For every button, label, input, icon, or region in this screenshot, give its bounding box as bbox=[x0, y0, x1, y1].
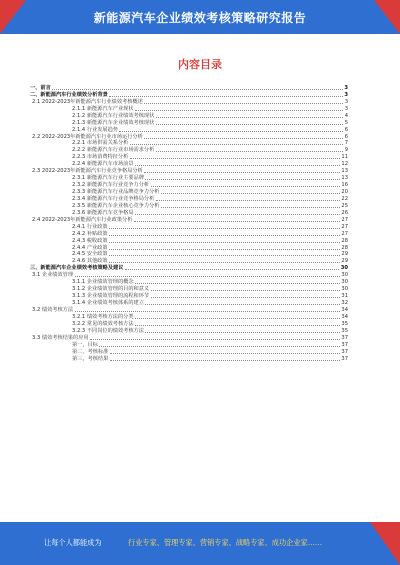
toc-dot-leader bbox=[135, 283, 340, 284]
toc-entry-page-number: 30 bbox=[340, 265, 348, 272]
table-of-contents bbox=[30, 84, 348, 362]
toc-dot-leader bbox=[151, 290, 340, 291]
toc-dot-leader bbox=[135, 214, 340, 215]
toc-entry[interactable] bbox=[30, 299, 348, 306]
toc-entry-page-number: 3 bbox=[344, 91, 348, 98]
toc-entry-label: 2.4.5 安全政策 bbox=[72, 251, 108, 258]
toc-entry-label: 2.2.1 市场供需关系分析 bbox=[72, 140, 129, 147]
toc-dot-leader bbox=[135, 318, 340, 319]
toc-entry-page-number: 16 bbox=[341, 182, 348, 189]
toc-entry-page-number: 9 bbox=[344, 147, 348, 154]
toc-entry-page-number: 20 bbox=[341, 189, 348, 195]
toc-entry-page-number: 25 bbox=[341, 202, 348, 209]
toc-dot-leader bbox=[109, 235, 340, 236]
toc-entry-label: 2.4.1 行业政策 bbox=[72, 223, 108, 230]
toc-entry-label: 2.2.2 新能源汽车行业市场需求分析 bbox=[72, 147, 155, 154]
toc-entry-page-number: 13 bbox=[341, 175, 348, 182]
toc-entry-label: 2.2.4 新能源汽车市场前景 bbox=[72, 161, 134, 168]
toc-dot-leader bbox=[109, 255, 340, 256]
toc-dot-leader bbox=[110, 360, 340, 361]
toc-dot-leader bbox=[109, 249, 340, 250]
toc-entry-page-number: 4 bbox=[344, 112, 348, 119]
toc-entry-label: 2.1.1 新能源汽车产业现状 bbox=[72, 105, 134, 112]
toc-entry-page-number: 26 bbox=[341, 209, 348, 216]
toc-entry[interactable] bbox=[30, 327, 348, 334]
toc-entry-label: 2.3.4 新能源汽车行业竞争格局分析 bbox=[72, 195, 155, 202]
toc-entry[interactable] bbox=[30, 202, 348, 209]
toc-dot-leader bbox=[109, 242, 340, 243]
toc-dot-leader bbox=[145, 179, 339, 180]
toc-entry[interactable] bbox=[30, 278, 348, 285]
toc-entry-label: 第二，考核标准 bbox=[72, 348, 109, 355]
toc-dot-leader bbox=[151, 297, 340, 298]
toc-entry-page-number: 6 bbox=[344, 126, 348, 133]
toc-dot-leader bbox=[99, 346, 339, 347]
toc-dot-leader bbox=[156, 200, 340, 201]
toc-entry[interactable] bbox=[30, 133, 348, 140]
toc-dot-leader bbox=[135, 110, 343, 111]
toc-dot-leader bbox=[135, 325, 340, 326]
toc-entry[interactable] bbox=[30, 216, 348, 223]
toc-entry[interactable] bbox=[30, 126, 348, 133]
toc-entry-page-number: 27 bbox=[341, 223, 348, 230]
toc-dot-leader bbox=[145, 332, 339, 333]
toc-entry-page-number: 34 bbox=[341, 306, 348, 313]
toc-entry-page-number: 37 bbox=[341, 341, 348, 348]
toc-entry-label: 2.2 2022-2023年新能源汽车行业市场运行分析 bbox=[32, 133, 143, 140]
toc-entry[interactable] bbox=[30, 209, 348, 216]
toc-entry-page-number: 35 bbox=[341, 320, 348, 327]
toc-entry-label: 第三，考核结果 bbox=[72, 355, 109, 362]
toc-entry-page-number: 31 bbox=[341, 293, 348, 300]
toc-entry[interactable] bbox=[30, 223, 348, 230]
footer-text: 让每个人都能成为 bbox=[44, 538, 102, 547]
toc-entry-page-number: 3 bbox=[344, 98, 348, 105]
toc-dot-leader bbox=[134, 221, 340, 222]
toc-entry-label: 2.1.4 行业发展趋势 bbox=[72, 126, 118, 133]
toc-dot-leader bbox=[151, 186, 340, 187]
toc-entry-label: 3.2.3 不同岗位的绩效考核方法 bbox=[72, 327, 144, 334]
toc-entry[interactable] bbox=[30, 348, 348, 355]
toc-dot-leader bbox=[156, 117, 343, 118]
toc-entry[interactable] bbox=[30, 153, 348, 160]
toc-dot-leader bbox=[156, 124, 343, 125]
toc-entry-page-number: 32 bbox=[341, 300, 348, 306]
toc-entry-page-number: 12 bbox=[341, 161, 348, 168]
toc-entry[interactable] bbox=[30, 188, 348, 195]
toc-entry-page-number: 29 bbox=[341, 251, 348, 258]
toc-entry[interactable] bbox=[30, 251, 348, 258]
toc-dot-leader bbox=[161, 207, 340, 208]
toc-entry-label: 3.2.2 常见的绩效考核方法 bbox=[72, 320, 134, 327]
toc-entry-label: 3.1 企业绩效管理 bbox=[32, 272, 74, 279]
toc-entry-page-number: 7 bbox=[344, 140, 348, 147]
footer-right-decoration bbox=[370, 522, 400, 565]
toc-dot-leader bbox=[90, 339, 340, 340]
toc-entry[interactable] bbox=[30, 244, 348, 251]
toc-entry-label: 3.1.3 企业绩效管理的流程和环节 bbox=[72, 293, 150, 300]
toc-dot-leader bbox=[144, 172, 340, 173]
toc-entry[interactable] bbox=[30, 181, 348, 188]
toc-entry-page-number: 11 bbox=[341, 154, 348, 161]
toc-dot-leader bbox=[130, 144, 343, 145]
toc-entry[interactable] bbox=[30, 257, 348, 264]
toc-entry-label: 2.3.1 新能源汽车行业主要品牌 bbox=[72, 175, 144, 182]
toc-entry-label: 2.4.2 补贴政策 bbox=[72, 230, 108, 237]
toc-entry-label: 第一，目标 bbox=[72, 341, 98, 348]
toc-dot-leader bbox=[110, 353, 340, 354]
toc-entry-page-number: 22 bbox=[341, 195, 348, 202]
toc-dot-leader bbox=[144, 103, 343, 104]
toc-dot-leader bbox=[130, 158, 340, 159]
toc-entry[interactable] bbox=[30, 160, 348, 167]
toc-entry-label: 3.2 绩效考核方法 bbox=[32, 306, 74, 313]
toc-entry[interactable] bbox=[30, 313, 348, 320]
toc-entry-page-number: 37 bbox=[341, 355, 348, 362]
toc-entry-page-number: 35 bbox=[341, 327, 348, 334]
toc-entry-page-number: 28 bbox=[341, 237, 348, 244]
toc-entry-label: 2.1 2022-2023年新能源汽车行业绩效考核概述 bbox=[32, 98, 143, 105]
toc-entry[interactable] bbox=[30, 167, 348, 174]
toc-entry[interactable] bbox=[30, 140, 348, 147]
toc-entry-page-number: 3 bbox=[344, 84, 348, 91]
toc-entry-label: 一、前言 bbox=[30, 84, 51, 91]
toc-entry-label: 2.3.2 新能源汽车行业竞争力分析 bbox=[72, 182, 150, 189]
toc-entry[interactable] bbox=[30, 355, 348, 362]
toc-entry[interactable] bbox=[30, 320, 348, 327]
toc-entry[interactable] bbox=[30, 105, 348, 112]
toc-entry-page-number: 37 bbox=[341, 334, 348, 341]
toc-entry[interactable] bbox=[30, 341, 348, 348]
toc-entry-page-number: 5 bbox=[344, 119, 348, 126]
report-header-banner bbox=[0, 0, 400, 34]
toc-entry-label: 3.1.1 企业绩效管理的概念 bbox=[72, 279, 134, 286]
toc-entry-page-number: 28 bbox=[341, 244, 348, 251]
toc-entry-label: 2.3.3 新能源汽车行业品牌竞争力分析 bbox=[72, 189, 160, 195]
toc-dot-leader bbox=[125, 269, 339, 270]
toc-dot-leader bbox=[135, 165, 340, 166]
toc-entry-label: 3.2.1 绩效考核方法的分类 bbox=[72, 313, 134, 320]
toc-entry-page-number: 3 bbox=[344, 105, 348, 112]
toc-entry[interactable] bbox=[30, 195, 348, 202]
toc-entry[interactable] bbox=[30, 237, 348, 244]
toc-entry-label: 二、新能源汽车行业绩效分析背景 bbox=[30, 91, 108, 98]
toc-dot-leader bbox=[144, 138, 343, 139]
toc-entry-label: 2.4 2022-2023年新能源汽车行业政策分析 bbox=[32, 216, 133, 223]
toc-entry-label: 2.3 2022-2023年新能源汽车行业竞争格局分析 bbox=[32, 168, 143, 175]
footer-slogan: 行业专家、管理专家、营销专家、战略专家、成功企业家…… bbox=[128, 538, 323, 547]
toc-entry-page-number: 30 bbox=[341, 279, 348, 286]
toc-entry-label: 2.1.2 新能源汽车行业绩效考核现状 bbox=[72, 112, 155, 119]
toc-entry-label: 2.4.4 产业政策 bbox=[72, 244, 108, 251]
toc-entry-label: 3.1.4 企业绩效考核体系的建立 bbox=[72, 300, 144, 306]
report-title: 新能源汽车企业绩效考核策略研究报告 bbox=[93, 11, 307, 25]
toc-dot-leader bbox=[75, 276, 340, 277]
toc-dot-leader bbox=[109, 96, 343, 97]
toc-entry-label: 2.4.3 税收政策 bbox=[72, 237, 108, 244]
toc-entry-label: 3.1.2 企业绩效管理的目的和意义 bbox=[72, 286, 150, 293]
toc-entry[interactable] bbox=[30, 112, 348, 119]
toc-entry[interactable] bbox=[30, 174, 348, 181]
toc-entry-page-number: 27 bbox=[341, 230, 348, 237]
toc-entry[interactable] bbox=[30, 264, 348, 271]
toc-entry-page-number: 34 bbox=[341, 313, 348, 320]
toc-entry[interactable] bbox=[30, 230, 348, 237]
toc-entry[interactable] bbox=[30, 285, 348, 292]
toc-dot-leader bbox=[109, 262, 340, 263]
toc-dot-leader bbox=[109, 228, 340, 229]
toc-entry-page-number: 30 bbox=[341, 286, 348, 293]
toc-dot-leader bbox=[161, 193, 340, 194]
toc-dot-leader bbox=[75, 311, 340, 312]
toc-entry-label: 2.3.5 新能源汽车企业核心竞争力分析 bbox=[72, 202, 160, 209]
toc-entry[interactable] bbox=[30, 334, 348, 341]
toc-dot-leader bbox=[119, 131, 343, 132]
footer-banner bbox=[0, 522, 400, 565]
toc-dot-leader bbox=[145, 304, 339, 305]
toc-entry[interactable] bbox=[30, 292, 348, 299]
toc-dot-leader bbox=[156, 151, 343, 152]
toc-entry-label: 2.3.6 新能源汽车竞争格局 bbox=[72, 209, 134, 216]
toc-entry-label: 2.4.6 其他政策 bbox=[72, 258, 108, 265]
toc-entry[interactable] bbox=[30, 146, 348, 153]
toc-entry[interactable] bbox=[30, 91, 348, 98]
toc-heading: 内容目录 bbox=[178, 58, 222, 71]
toc-entry-label: 2.2.3 市场消费特征分析 bbox=[72, 154, 129, 161]
toc-entry[interactable] bbox=[30, 84, 348, 91]
toc-entry-page-number: 27 bbox=[341, 216, 348, 223]
toc-dot-leader bbox=[52, 89, 343, 90]
toc-entry-label: 3.3 绩效考核结果的应用 bbox=[32, 334, 89, 341]
toc-entry-page-number: 37 bbox=[341, 348, 348, 355]
toc-entry[interactable] bbox=[30, 98, 348, 105]
toc-entry-label: 2.1.3 新能源汽车企业绩效考核现状 bbox=[72, 119, 155, 126]
toc-entry-page-number: 13 bbox=[341, 168, 348, 175]
toc-entry[interactable] bbox=[30, 119, 348, 126]
toc-entry-page-number: 29 bbox=[341, 258, 348, 265]
toc-entry[interactable] bbox=[30, 271, 348, 278]
toc-entry-label: 三、新能源汽车企业绩效考核策略及建议 bbox=[30, 265, 124, 272]
toc-entry-page-number: 6 bbox=[344, 133, 348, 140]
toc-entry-page-number: 30 bbox=[341, 272, 348, 279]
toc-entry[interactable] bbox=[30, 306, 348, 313]
